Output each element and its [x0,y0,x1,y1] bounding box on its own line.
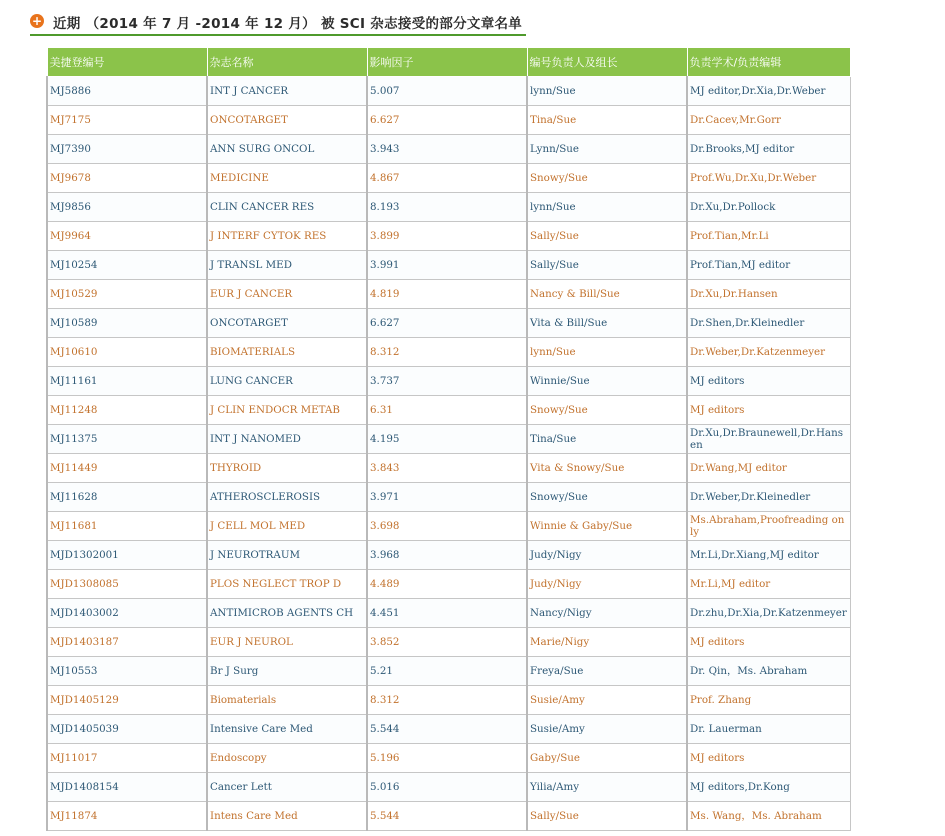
cell-owner: lynn/Sue [527,193,687,222]
cell-journal: THYROID [207,454,367,483]
cell-journal: J INTERF CYTOK RES [207,222,367,251]
cell-editor: Ms.Abraham,Proofreading only [687,512,850,541]
cell-editor: Dr.zhu,Dr.Xia,Dr.Katzenmeyer [687,599,850,628]
cell-impact-factor: 3.991 [367,251,527,280]
cell-owner: Nancy & Bill/Sue [527,280,687,309]
cell-impact-factor: 5.007 [367,77,527,106]
table-row [47,251,850,280]
header-editor: 负责学术/负责编辑 [687,48,850,77]
cell-journal: J CLIN ENDOCR METAB [207,396,367,425]
cell-impact-factor: 4.451 [367,599,527,628]
table-row [47,338,850,367]
cell-editor: Mr.Li,MJ editor [687,570,850,599]
cell-editor: Prof.Tian,Mr.Li [687,222,850,251]
table-row [47,744,850,773]
cell-id: MJ11681 [47,512,207,541]
cell-id: MJ10553 [47,657,207,686]
cell-impact-factor: 6.627 [367,309,527,338]
cell-editor: Prof.Tian,MJ editor [687,251,850,280]
header-id: 美捷登编号 [47,48,207,77]
cell-owner: Susie/Amy [527,686,687,715]
section-title-date: 2014 年 7 月 -2014 年 12 月 [99,16,303,32]
cell-editor: MJ editors [687,367,850,396]
cell-editor: MJ editors [687,396,850,425]
cell-id: MJ11874 [47,802,207,831]
cell-owner: Susie/Amy [527,715,687,744]
table-row [47,802,850,831]
cell-owner: Snowy/Sue [527,164,687,193]
table-row [47,193,850,222]
cell-id: MJ7390 [47,135,207,164]
cell-id: MJ7175 [47,106,207,135]
table-row [47,657,850,686]
cell-owner: Winnie & Gaby/Sue [527,512,687,541]
table-row [47,135,850,164]
cell-editor: MJ editors [687,744,850,773]
cell-impact-factor: 5.21 [367,657,527,686]
cell-id: MJ11628 [47,483,207,512]
cell-owner: Vita & Snowy/Sue [527,454,687,483]
cell-editor: Prof.Wu,Dr.Xu,Dr.Weber [687,164,850,193]
cell-id: MJ11161 [47,367,207,396]
cell-journal: LUNG CANCER [207,367,367,396]
cell-owner: Gaby/Sue [527,744,687,773]
cell-journal: CLIN CANCER RES [207,193,367,222]
cell-journal: BIOMATERIALS [207,338,367,367]
cell-impact-factor: 3.943 [367,135,527,164]
cell-journal: J TRANSL MED [207,251,367,280]
section-title-prefix: 近期 （ [53,16,100,32]
cell-journal: ANN SURG ONCOL [207,135,367,164]
section-title-bar [30,9,526,36]
cell-impact-factor: 3.968 [367,541,527,570]
cell-owner: Snowy/Sue [527,396,687,425]
cell-journal: Intensive Care Med [207,715,367,744]
cell-journal: ANTIMICROB AGENTS CH [207,599,367,628]
cell-impact-factor: 4.489 [367,570,527,599]
cell-owner: lynn/Sue [527,338,687,367]
cell-impact-factor: 8.193 [367,193,527,222]
plus-circle-icon: + [31,14,43,28]
cell-journal: Cancer Lett [207,773,367,802]
cell-journal: ATHEROSCLEROSIS [207,483,367,512]
cell-editor: Dr.Weber,Dr.Katzenmeyer [687,338,850,367]
table-row [47,222,850,251]
cell-id: MJ10589 [47,309,207,338]
cell-impact-factor: 3.737 [367,367,527,396]
cell-journal: MEDICINE [207,164,367,193]
table-row [47,164,850,193]
cell-owner: Nancy/Nigy [527,599,687,628]
cell-id: MJD1408154 [47,773,207,802]
cell-impact-factor: 3.843 [367,454,527,483]
table-row [47,454,850,483]
table-row [47,77,850,106]
cell-id: MJ10529 [47,280,207,309]
cell-impact-factor: 6.627 [367,106,527,135]
cell-editor: Mr.Li,Dr.Xiang,MJ editor [687,541,850,570]
cell-owner: Winnie/Sue [527,367,687,396]
cell-owner: lynn/Sue [527,77,687,106]
cell-journal: Biomaterials [207,686,367,715]
cell-id: MJ9964 [47,222,207,251]
cell-id: MJ10610 [47,338,207,367]
cell-journal: Br J Surg [207,657,367,686]
cell-editor: Dr.Shen,Dr.Kleinedler [687,309,850,338]
cell-id: MJ10254 [47,251,207,280]
cell-owner: Marie/Nigy [527,628,687,657]
cell-impact-factor: 3.852 [367,628,527,657]
cell-journal: INT J CANCER [207,77,367,106]
accepted-papers-table [46,47,851,831]
cell-id: MJD1308085 [47,570,207,599]
cell-impact-factor: 5.544 [367,802,527,831]
cell-editor: Ms. Wang，Ms. Abraham [687,802,850,831]
cell-owner: Vita & Bill/Sue [527,309,687,338]
cell-impact-factor: 8.312 [367,338,527,367]
cell-id: MJ11017 [47,744,207,773]
cell-impact-factor: 3.698 [367,512,527,541]
cell-id: MJD1302001 [47,541,207,570]
cell-editor: Dr.Weber,Dr.Kleinedler [687,483,850,512]
cell-editor: Dr.Wang,MJ editor [687,454,850,483]
cell-impact-factor: 4.819 [367,280,527,309]
cell-owner: Sally/Sue [527,251,687,280]
cell-owner: Judy/Nigy [527,541,687,570]
cell-journal: PLOS NEGLECT TROP D [207,570,367,599]
cell-impact-factor: 3.971 [367,483,527,512]
table-row [47,628,850,657]
cell-journal: ONCOTARGET [207,106,367,135]
cell-id: MJ11248 [47,396,207,425]
cell-owner: Tina/Sue [527,106,687,135]
header-impact-factor: 影响因子 [367,48,527,77]
cell-owner: Yilia/Amy [527,773,687,802]
cell-owner: Lynn/Sue [527,135,687,164]
cell-impact-factor: 5.196 [367,744,527,773]
cell-impact-factor: 6.31 [367,396,527,425]
cell-impact-factor: 5.544 [367,715,527,744]
cell-editor: Dr.Xu,Dr.Hansen [687,280,850,309]
cell-impact-factor: 8.312 [367,686,527,715]
table-body [47,77,850,831]
table-row [47,773,850,802]
cell-editor: Dr. Qin，Ms. Abraham [687,657,850,686]
cell-editor: Dr.Xu,Dr.Braunewell,Dr.Hansen [687,425,850,454]
cell-editor: Dr.Brooks,MJ editor [687,135,850,164]
cell-impact-factor: 4.867 [367,164,527,193]
header-journal: 杂志名称 [207,48,367,77]
cell-editor: Dr.Cacev,Mr.Gorr [687,106,850,135]
cell-journal: INT J NANOMED [207,425,367,454]
cell-journal: J CELL MOL MED [207,512,367,541]
table-header-row [47,48,850,77]
table-row [47,686,850,715]
cell-id: MJD1405039 [47,715,207,744]
table-row [47,541,850,570]
cell-editor: MJ editors [687,628,850,657]
cell-owner: Sally/Sue [527,222,687,251]
table-row [47,570,850,599]
cell-id: MJ5886 [47,77,207,106]
cell-owner: Freya/Sue [527,657,687,686]
section-title [53,12,522,32]
cell-owner: Tina/Sue [527,425,687,454]
cell-id: MJ11449 [47,454,207,483]
table-row [47,483,850,512]
table-row [47,106,850,135]
cell-editor: Prof. Zhang [687,686,850,715]
cell-owner: Sally/Sue [527,802,687,831]
cell-id: MJD1403002 [47,599,207,628]
cell-journal: Intens Care Med [207,802,367,831]
cell-id: MJ11375 [47,425,207,454]
cell-journal: ONCOTARGET [207,309,367,338]
cell-journal: EUR J CANCER [207,280,367,309]
cell-journal: J NEUROTRAUM [207,541,367,570]
cell-owner: Snowy/Sue [527,483,687,512]
table-row [47,309,850,338]
cell-impact-factor: 3.899 [367,222,527,251]
table-row [47,599,850,628]
cell-editor: MJ editors,Dr.Kong [687,773,850,802]
header-owner: 编号负责人及组长 [527,48,687,77]
cell-journal: EUR J NEUROL [207,628,367,657]
cell-editor: Dr.Xu,Dr.Pollock [687,193,850,222]
cell-id: MJD1403187 [47,628,207,657]
table-row [47,512,850,541]
table-row [47,425,850,454]
cell-owner: Judy/Nigy [527,570,687,599]
section-title-suffix: ） 被 SCI 杂志接受的部分文章名单 [302,16,523,32]
cell-impact-factor: 4.195 [367,425,527,454]
table-row [47,280,850,309]
cell-editor: MJ editor,Dr.Xia,Dr.Weber [687,77,850,106]
cell-impact-factor: 5.016 [367,773,527,802]
table-row [47,715,850,744]
cell-journal: Endoscopy [207,744,367,773]
table-row [47,367,850,396]
table-row [47,396,850,425]
cell-editor: Dr. Lauerman [687,715,850,744]
cell-id: MJD1405129 [47,686,207,715]
cell-id: MJ9678 [47,164,207,193]
cell-id: MJ9856 [47,193,207,222]
